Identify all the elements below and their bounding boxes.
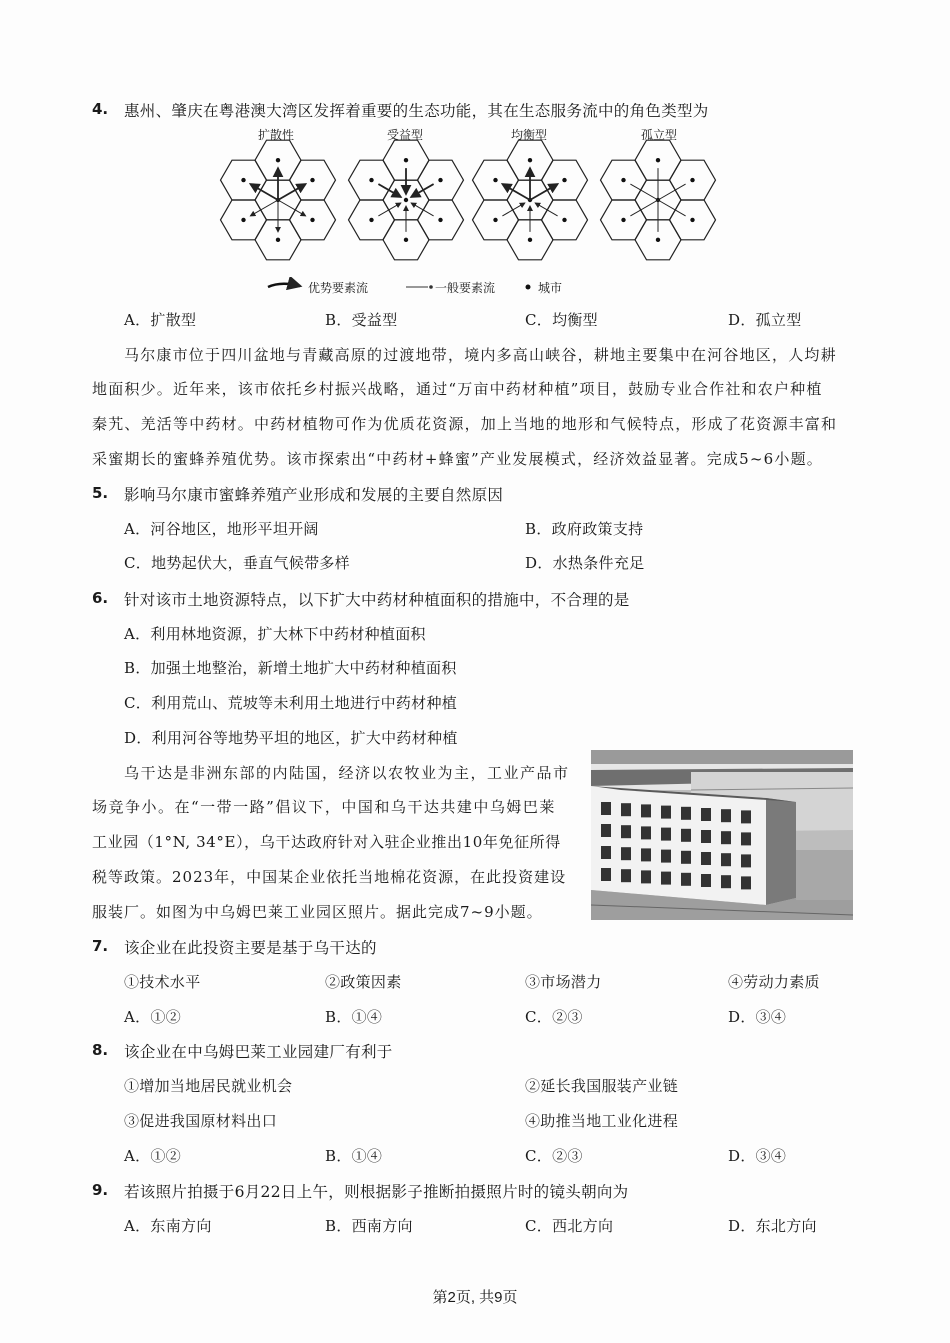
option-c[interactable]: C．均衡型 [525, 311, 598, 329]
option-a[interactable]: A．扩散型 [124, 311, 197, 329]
item-1: ①技术水平 [124, 973, 201, 991]
city-dot-icon [526, 285, 531, 290]
passage-line: 秦艽、羌活等中药材。中药材植物可作为优质花资源，加上当地的地形和气候特点，形成了花资源丰富和 [92, 415, 838, 433]
legend-city: 城市 [538, 281, 563, 295]
option-b[interactable]: B．政府政策支持 [525, 520, 644, 538]
diagram-label-isolated: 孤立型 [641, 128, 678, 142]
question-number: 4. [92, 100, 109, 118]
question-stem: 针对该市土地资源特点，以下扩大中药材种植面积的措施中，不合理的是 [124, 591, 630, 609]
option-c[interactable]: C．西北方向 [525, 1217, 614, 1235]
dominant-flow-arrow-icon [268, 284, 300, 287]
item-4: ④劳动力素质 [728, 973, 820, 991]
diagram-label-balanced: 均衡型 [511, 128, 548, 142]
diagram-label-beneficiary: 受益型 [387, 128, 424, 142]
page-number: 第2页, 共9页 [432, 1289, 518, 1306]
diagram-label-diffusion: 扩散性 [258, 128, 295, 142]
item-2: ②政策因素 [325, 973, 402, 991]
ecosystem-flow-diagram [218, 122, 738, 277]
passage-line: 地面积少。近年来，该市依托乡村振兴战略，通过“万亩中药材种植”项目，鼓励专业合作社和农户种植 [92, 380, 823, 398]
option-a[interactable]: A．利用林地资源，扩大林下中药材种植面积 [124, 625, 426, 643]
option-d[interactable]: D．利用河谷等地势平坦的地区，扩大中药材种植 [124, 729, 458, 747]
question-stem: 惠州、肇庆在粤港澳大湾区发挥着重要的生态功能，其在生态服务流中的角色类型为 [124, 102, 709, 120]
question-number: 6. [92, 589, 109, 607]
option-a[interactable]: A．①② [124, 1008, 182, 1026]
passage-line: 服装厂。如图为中乌姆巴莱工业园区照片。据此完成7~9小题。 [92, 903, 543, 921]
passage-line: 场竞争小。在“一带一路”倡议下，中国和乌干达共建中乌姆巴莱 [92, 798, 556, 816]
option-b[interactable]: B．受益型 [325, 311, 398, 329]
question-number: 7. [92, 937, 109, 955]
option-b[interactable]: B．西南方向 [325, 1217, 413, 1235]
option-d[interactable]: D．③④ [728, 1008, 787, 1026]
legend-general-flow: 一般要素流 [435, 281, 496, 295]
option-b[interactable]: B．①④ [325, 1147, 383, 1165]
option-c[interactable]: C．地势起伏大，垂直气候带多样 [124, 554, 350, 572]
hex-cluster-beneficiary [349, 140, 464, 260]
question-stem: 若该照片拍摄于6月22日上午，则根据影子推断拍摄照片时的镜头朝向为 [124, 1183, 629, 1201]
passage-line: 采蜜期长的蜜蜂养殖优势。该市探索出“中药材+蜂蜜”产业发展模式，经济效益显著。完成5~6小题。 [92, 450, 823, 468]
option-b[interactable]: B．①④ [325, 1008, 383, 1026]
question-stem: 该企业在此投资主要是基于乌干达的 [124, 939, 377, 957]
question-stem: 影响马尔康市蜜蜂养殖产业形成和发展的主要自然原因 [124, 486, 504, 504]
option-a[interactable]: A．东南方向 [124, 1217, 212, 1235]
item-4: ④助推当地工业化进程 [525, 1112, 679, 1130]
question-number: 5. [92, 484, 109, 502]
passage-line: 税等政策。2023年，中国某企业依托当地棉花资源，在此投资建设 [92, 868, 567, 886]
industrial-park-photo [591, 750, 853, 920]
hex-cluster-balanced [473, 140, 588, 260]
option-c[interactable]: C．②③ [525, 1008, 583, 1026]
legend-dominant-flow: 优势要素流 [308, 281, 369, 295]
option-d[interactable]: D．东北方向 [728, 1217, 817, 1235]
item-3: ③市场潜力 [525, 973, 602, 991]
question-number: 8. [92, 1041, 109, 1059]
passage-line: 乌干达是非洲东部的内陆国，经济以农牧业为主，工业产品市 [124, 764, 570, 782]
hex-cluster-diffusion [221, 140, 336, 260]
question-stem: 该企业在中乌姆巴莱工业园建厂有利于 [124, 1043, 393, 1061]
option-c[interactable]: C．利用荒山、荒坡等未利用土地进行中药材种植 [124, 694, 458, 712]
question-number: 9. [92, 1181, 109, 1199]
option-d[interactable]: D．孤立型 [728, 311, 802, 329]
item-1: ①增加当地居民就业机会 [124, 1077, 293, 1095]
option-d[interactable]: D．③④ [728, 1147, 787, 1165]
option-a[interactable]: A．河谷地区，地形平坦开阔 [124, 520, 319, 538]
option-a[interactable]: A．①② [124, 1147, 182, 1165]
passage-line: 工业园（1°N, 34°E），乌干达政府针对入驻企业推出10年免征所得 [92, 833, 561, 851]
option-d[interactable]: D．水热条件充足 [525, 554, 645, 572]
item-3: ③促进我国原材料出口 [124, 1112, 278, 1130]
option-c[interactable]: C．②③ [525, 1147, 583, 1165]
passage-line: 马尔康市位于四川盆地与青藏高原的过渡地带，境内多高山峡谷，耕地主要集中在河谷地区，人均耕 [124, 346, 837, 364]
hex-cluster-isolated [601, 140, 716, 260]
option-b[interactable]: B．加强土地整治，新增土地扩大中药材种植面积 [124, 659, 457, 677]
item-2: ②延长我国服装产业链 [525, 1077, 679, 1095]
